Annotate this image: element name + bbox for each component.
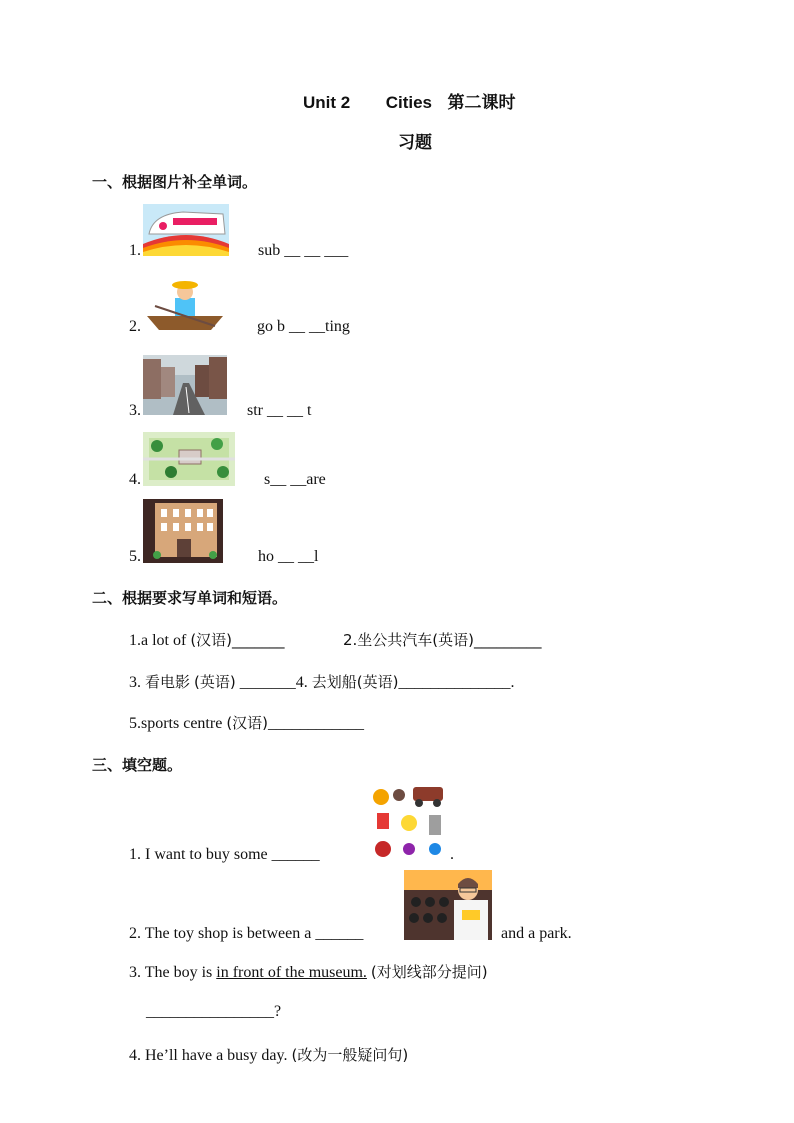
q2-1 — [129, 629, 285, 650]
q3-4-instruction: (改为一般疑问句) — [291, 1046, 409, 1064]
q3-4-prompt: 4. He’ll have a busy day. — [129, 1047, 288, 1064]
q3-2 — [129, 925, 363, 943]
q2-5-hint: (汉语) — [226, 714, 269, 732]
section-1-heading: 一、根据图片补全单词。 — [92, 173, 258, 191]
q2-5 — [129, 712, 364, 733]
item-2-number: 2. — [129, 318, 141, 335]
q2-1-blank: (汉语)_______ — [190, 631, 285, 649]
q3-1 — [129, 846, 320, 864]
q3-2-prompt: 2. The toy shop is between a ______ — [129, 925, 364, 942]
q2-4-blank: ______________. — [398, 674, 515, 691]
item-3-word: str __ __ t — [247, 402, 312, 419]
lesson-label: 第二课时 — [447, 93, 516, 113]
q2-3-blank: _______ — [239, 674, 296, 691]
section-3-heading: 三、填空题。 — [92, 756, 183, 774]
q2-1-prompt: 1.a lot of — [129, 632, 187, 649]
subway-train-image — [143, 204, 229, 256]
item-3-number: 3. — [129, 402, 141, 419]
page-title — [303, 88, 515, 113]
q2-5-prompt: 5.sports centre — [129, 715, 223, 732]
q2-4-prompt: 去划船(英语) — [311, 673, 399, 691]
q3-3-underlined: in front of the museum. — [216, 964, 367, 981]
unit-name: Cities — [385, 93, 432, 112]
q3-2-end: and a park. — [501, 925, 572, 942]
q2-3-prompt: 看电影 — [145, 673, 191, 691]
hotel-building-image — [143, 499, 223, 563]
boy-in-boat-image — [145, 276, 225, 334]
item-1-word: sub __ __ ___ — [258, 242, 349, 259]
unit-label: Unit 2 — [303, 93, 351, 112]
q2-3-hint: (英语) — [194, 673, 236, 691]
page-subtitle: 习题 — [398, 133, 432, 153]
section-2-heading: 二、根据要求写单词和短语。 — [92, 589, 288, 607]
q2-2 — [343, 629, 542, 650]
q3-4 — [129, 1044, 408, 1065]
q2-2-blank: _________ — [474, 631, 542, 649]
item-4-number: 4. — [129, 471, 141, 488]
q3-3-answer: ________________? — [146, 1003, 282, 1020]
toys-image — [369, 783, 449, 863]
city-street-image — [143, 355, 227, 415]
q3-1-prompt: 1. I want to buy some ______ — [129, 846, 320, 863]
q3-3-prompt: 3. The boy is — [129, 964, 213, 981]
q2-5-blank: ____________ — [268, 715, 365, 732]
q3-3-instruction: (对划线部分提问) — [370, 963, 488, 981]
item-1-number: 1. — [129, 242, 141, 259]
town-square-image — [143, 432, 235, 486]
q2-2-prompt: 2.坐公共汽车(英语) — [343, 631, 475, 649]
item-4-word: s__ __are — [264, 471, 326, 488]
q3-3 — [129, 961, 488, 982]
cinema-image — [404, 870, 492, 940]
item-2-word: go b __ __ting — [257, 318, 350, 335]
q2-4-number: 4. — [295, 674, 308, 691]
item-5-word: ho __ __l — [258, 548, 319, 565]
q2-3-number: 3. — [129, 674, 141, 691]
q3-1-end: . — [450, 846, 454, 863]
item-5-number: 5. — [129, 548, 141, 565]
q2-3 — [129, 671, 514, 692]
